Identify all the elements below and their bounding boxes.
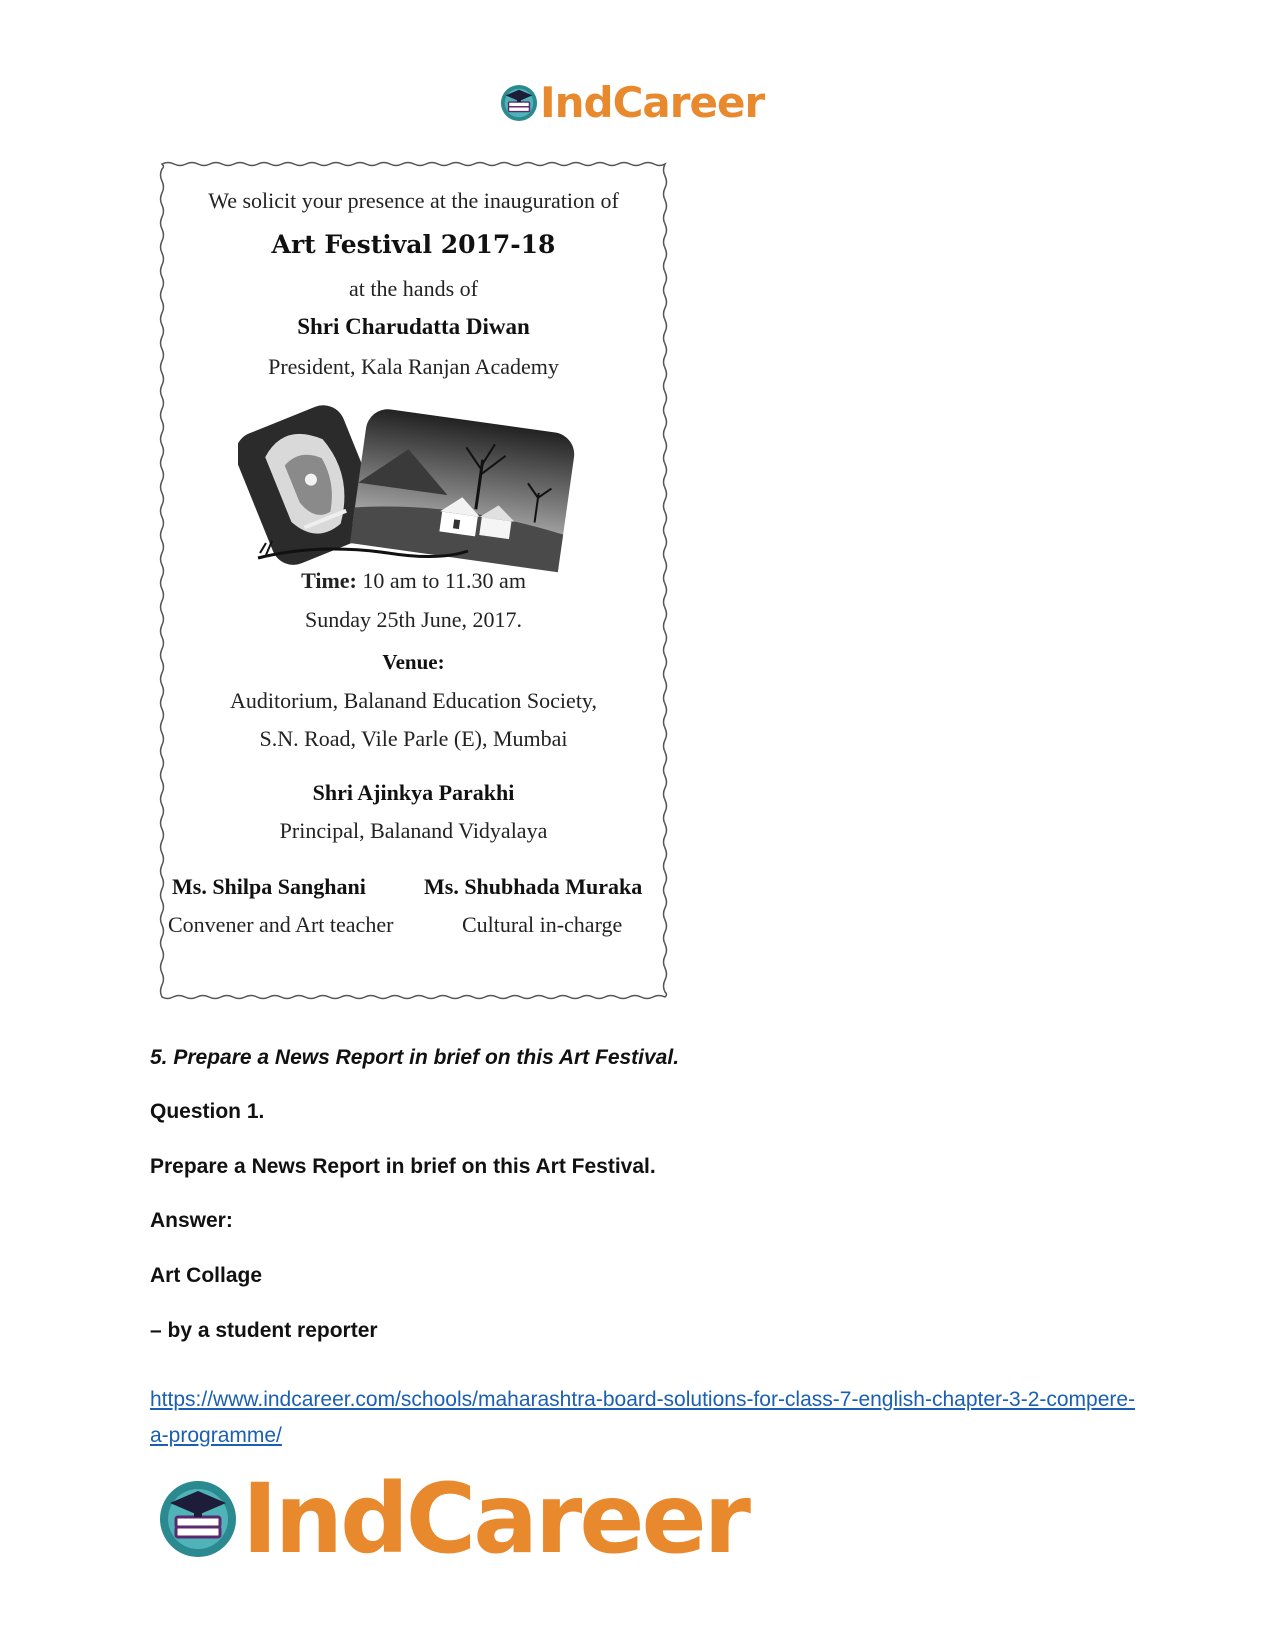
invitation-card [156,158,671,1003]
header-logo [500,78,764,127]
chief-guest-role: President, Kala Ranjan Academy [268,354,559,379]
convener-name: Ms. Shilpa Sanghani [172,874,366,899]
byline: – by a student reporter [150,1319,378,1342]
venue-label: Venue: [382,650,445,674]
graduation-cap-books-icon [500,84,538,122]
logo-wordmark: IndCareer [242,1463,748,1575]
festival-title: Art Festival 2017-18 [271,230,556,259]
logo-wordmark: IndCareer [540,78,765,127]
time-label: Time: [301,568,357,593]
venue-line-1: Auditorium, Balanand Education Society, [230,688,597,713]
graduation-cap-books-icon [158,1479,238,1559]
question-label: Question 1. [150,1100,265,1123]
source-link[interactable]: https://www.indcareer.com/schools/maharashtra-board-solutions-for-class-7-english-chapter-3-2-compere-a-programme/ [150,1388,1136,1447]
footer-logo [158,1463,748,1575]
landscape-painting [350,406,577,572]
time-line [156,568,671,594]
time-value: 10 am to 11.30 am [362,568,526,593]
event-date: Sunday 25th June, 2017. [305,607,522,632]
at-hands-text: at the hands of [349,276,478,301]
chief-guest-name: Shri Charudatta Diwan [297,314,530,339]
incharge-role: Cultural in-charge [462,912,623,937]
principal-name: Shri Ajinkya Parakhi [312,780,515,805]
question-heading: 5. Prepare a News Report in brief on this Art Festival. [150,1046,680,1069]
art-illustration [238,403,588,578]
principal-role: Principal, Balanand Vidyalaya [279,818,548,843]
invitation-intro: We solicit your presence at the inauguration of [208,188,619,213]
convener-role: Convener and Art teacher [168,912,394,937]
incharge-name: Ms. Shubhada Muraka [424,874,643,899]
question-text: Prepare a News Report in brief on this Art Festival. [150,1155,656,1178]
report-title: Art Collage [150,1264,263,1287]
venue-line-2: S.N. Road, Vile Parle (E), Mumbai [259,726,568,751]
answer-label: Answer: [150,1209,233,1232]
